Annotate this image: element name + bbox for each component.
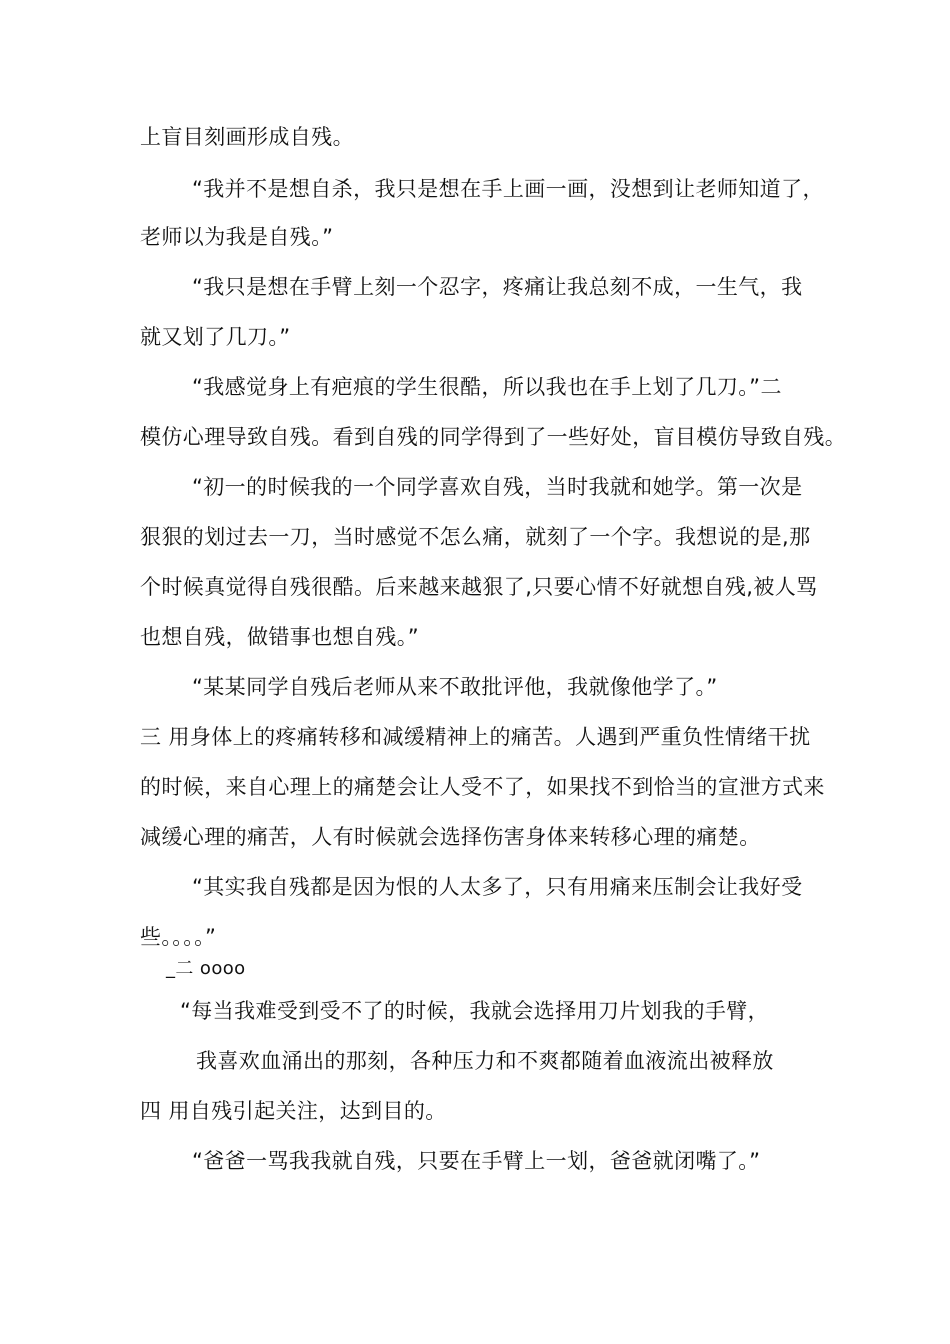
text-line-7: 模仿心理导致自残。看到自残的同学得到了一些好处，盲目模仿导致自残。 bbox=[140, 425, 847, 449]
text-line-9: 狠狠的划过去一刀，当时感觉不怎么痛，就刻了一个字。我想说的是,那 bbox=[140, 525, 811, 549]
text-line-15: 减缓心理的痛苦，人有时候就会选择伤害身体来转移心理的痛楚。 bbox=[140, 825, 761, 849]
text-line-21: 四 用自残引起关注，达到目的。 bbox=[140, 1099, 447, 1123]
text-line-19: “每当我难受到受不了的时候，我就会选择用刀片划我的手臂， bbox=[180, 999, 770, 1023]
text-line-2: “我并不是想自杀，我只是想在手上画一画，没想到让老师知道了， bbox=[192, 177, 824, 201]
text-line-3: 老师以为我是自残。” bbox=[140, 225, 334, 249]
text-line-17: 些。。。。” bbox=[140, 925, 217, 949]
text-line-16: “其实我自残都是因为恨的人太多了，只有用痛来压制会让我好受 bbox=[192, 875, 803, 899]
text-line-14: 的时候，来自心理上的痛楚会让人受不了，如果找不到恰当的宣泄方式来 bbox=[140, 775, 825, 799]
text-line-20: 我喜欢血涌出的那刻，各种压力和不爽都随着血液流出被释放 bbox=[196, 1049, 774, 1073]
text-line-18: _二 oooo bbox=[166, 958, 246, 979]
text-line-1: 上盲目刻画形成自残。 bbox=[140, 125, 354, 149]
text-line-10: 个时候真觉得自残很酷。后来越来越狠了,只要心情不好就想自残,被人骂 bbox=[140, 575, 818, 599]
text-line-6: “我感觉身上有疤痕的学生很酷，所以我也在手上划了几刀。”二 bbox=[192, 375, 782, 399]
text-line-22: “爸爸一骂我我就自残，只要在手臂上一划，爸爸就闭嘴了。” bbox=[192, 1149, 761, 1173]
text-line-8: “初一的时候我的一个同学喜欢自残，当时我就和她学。第一次是 bbox=[192, 475, 803, 499]
text-line-13: 三 用身体上的疼痛转移和减缓精神上的痛苦。人遇到严重负性情绪干扰 bbox=[140, 725, 811, 749]
text-line-4: “我只是想在手臂上刻一个忍字，疼痛让我总刻不成，一生气，我 bbox=[192, 275, 803, 299]
text-line-11: 也想自残，做错事也想自残。” bbox=[140, 625, 419, 649]
text-line-5: 就又划了几刀。” bbox=[140, 325, 291, 349]
text-line-12: “某某同学自残后老师从来不敢批评他，我就像他学了。” bbox=[192, 675, 718, 699]
